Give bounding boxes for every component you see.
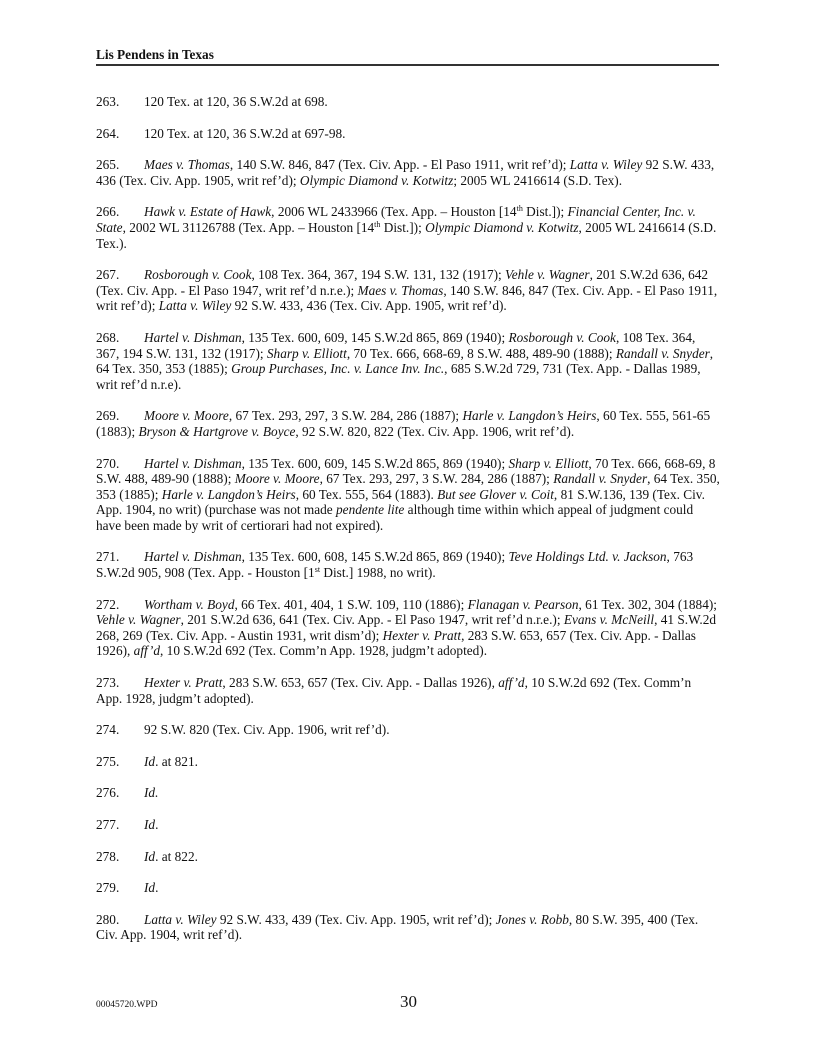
citation-text: , 10 S.W.2d 692 (Tex. Comm’n App. 1928, judgm’t adopted). — [160, 643, 488, 659]
citation-text: , 201 S.W.2d 636, 642 (Tex. Civ. App. - El Paso 1947, writ ref’d n.r.e.); — [96, 267, 709, 298]
case-name: But see Glover v. Coit — [437, 486, 554, 502]
footnote-number: 275. — [96, 753, 120, 769]
footnote-number: 264. — [96, 125, 120, 141]
footnote — [96, 785, 720, 801]
citation-text: 92 S.W. 433, 439 (Tex. Civ. App. 1905, writ ref’d); — [216, 911, 496, 927]
citation-text: . — [155, 817, 159, 832]
case-name: Moore v. Moore — [234, 471, 320, 487]
footnote-number: 279. — [96, 880, 120, 896]
citation-text: , 108 Tex. 364, 367, 194 S.W. 131, 132 (1917); — [251, 267, 506, 283]
footnote — [96, 94, 720, 110]
citation-text: . — [155, 880, 159, 896]
footnote — [96, 880, 720, 896]
footnote — [96, 126, 720, 142]
footnote-number: 280. — [96, 911, 120, 927]
citation-text: , 135 Tex. 600, 609, 145 S.W.2d 865, 869 (1940); — [241, 455, 509, 471]
case-name: Randall v. Snyder — [553, 471, 648, 487]
citation-text: , 67 Tex. 293, 297, 3 S.W. 284, 286 (1887); — [319, 471, 554, 487]
footnote — [96, 817, 720, 833]
case-name: Financial Center, Inc. v. State — [96, 204, 696, 235]
footnote — [96, 597, 720, 659]
citation-text: , 685 S.W.2d 729, 731 (Tex. App. - Dallas 1989, writ ref’d n.r.e). — [96, 361, 701, 392]
case-name: aff’d — [498, 675, 525, 691]
footnote — [96, 408, 720, 439]
footnote — [96, 675, 720, 706]
footnote — [96, 157, 720, 188]
footnote — [96, 912, 720, 943]
citation-text: , 2005 WL 2416614 (S.D. Tex.). — [96, 219, 717, 251]
citation-text: , 763 S.W.2d 905, 908 (Tex. App. - Houston [1 — [96, 549, 694, 581]
citation-text: , 2002 WL 31126788 (Tex. App. – Houston [14 — [122, 219, 375, 235]
case-name: Latta v. Wiley — [144, 911, 217, 927]
case-name: Vehle v. Wagner — [96, 612, 181, 628]
citation-text: , 10 S.W.2d 692 (Tex. Comm’n App. 1928, judgm’t adopted). — [96, 675, 692, 706]
footnote — [96, 722, 720, 738]
citation-text: , 70 Tex. 666, 668-69, 8 S.W. 488, 489-90 (1888); — [346, 345, 616, 361]
case-name: Latta v. Wiley — [569, 157, 643, 173]
case-name: Sharp v. Elliott — [508, 455, 589, 471]
citation-text: , 135 Tex. 600, 609, 145 S.W.2d 865, 869 (1940); — [241, 329, 509, 345]
case-name: Maes v. Thomas — [144, 157, 230, 173]
citation-text: , 70 Tex. 666, 668-69, 8 S.W. 488, 489-90 (1888); — [96, 455, 716, 487]
footnote — [96, 754, 720, 770]
citation-text: , 201 S.W.2d 636, 641 (Tex. Civ. App. - El Paso 1947, writ ref’d n.r.e.); — [180, 612, 564, 628]
case-name: Hartel v. Dishman — [144, 549, 242, 565]
citation-text: , 92 S.W. 820, 822 (Tex. Civ. App. 1906, writ ref’d). — [295, 423, 575, 439]
case-name: Flanagan v. Pearson — [467, 596, 579, 612]
case-name: Hexter v. Pratt — [382, 627, 462, 643]
case-name: Latta v. Wiley — [158, 298, 232, 314]
citation-text: , 60 Tex. 555, 561-65 (1883); — [96, 408, 711, 439]
citation-text: 92 S.W. 820 (Tex. Civ. App. 1906, writ ref’d). — [144, 722, 390, 738]
case-name: Bryson & Hartgrove v. Boyce — [138, 423, 296, 439]
footnote — [96, 849, 720, 865]
citation-text: although time within which appeal of judgment could have been made by writ of certiorari had not expired). — [96, 502, 694, 533]
citation-text: ; 2005 WL 2416614 (S.D. Tex). — [453, 172, 623, 188]
document-title: Lis Pendens in Texas — [96, 47, 214, 62]
case-name: Hartel v. Dishman — [144, 455, 242, 471]
ordinal-suffix: th — [374, 219, 381, 229]
case-name: Id — [144, 880, 156, 896]
footnote — [96, 549, 720, 580]
footnote-number: 274. — [96, 722, 120, 738]
ordinal-suffix: th — [516, 204, 523, 214]
case-name: Rosborough v. Cook — [508, 329, 616, 345]
citation-text: , 64 Tex. 350, 353 (1885); — [96, 471, 720, 502]
citation-text: Dist.]); — [522, 204, 568, 220]
footnote-number: 272. — [96, 596, 120, 612]
citation-text: , 135 Tex. 600, 608, 145 S.W.2d 865, 869 (1940); — [241, 549, 509, 565]
footnote-number: 277. — [96, 817, 120, 832]
case-name: Id — [144, 848, 156, 864]
citation-text: , 41 S.W.2d 268, 269 (Tex. Civ. App. - Austin 1931, writ dism’d); — [96, 612, 717, 643]
case-name: Rosborough v. Cook — [144, 267, 252, 283]
case-name: Evans v. McNeill — [563, 612, 655, 628]
citation-text: . at 821. — [155, 753, 198, 769]
footnote — [96, 330, 720, 392]
citation-text: , 283 S.W. 653, 657 (Tex. Civ. App. - Dallas 1926), — [222, 675, 499, 691]
citation-text: , 66 Tex. 401, 404, 1 S.W. 109, 110 (1886); — [234, 596, 468, 612]
footnote-number: 269. — [96, 408, 120, 424]
citation-text: , 2006 WL 2433966 (Tex. App. – Houston [14 — [271, 204, 517, 220]
citation-text: , 64 Tex. 350, 353 (1885); — [96, 345, 714, 377]
case-name: Id — [144, 817, 156, 832]
citation-text: 120 Tex. at 120, 36 S.W.2d at 698. — [144, 94, 328, 109]
case-name: Randall v. Snyder — [615, 345, 710, 361]
case-name: Olympic Diamond v. Kotwitz — [425, 219, 579, 235]
footnote-number: 265. — [96, 157, 120, 173]
footnote-number: 268. — [96, 329, 120, 345]
case-name: Hexter v. Pratt — [144, 675, 223, 691]
page-number: 30 — [400, 992, 417, 1011]
footnote-number: 270. — [96, 455, 120, 471]
case-name: aff’d — [133, 643, 161, 659]
citation-text: , 283 S.W. 653, 657 (Tex. Civ. App. - Dallas 1926), — [96, 627, 696, 659]
citation-text: 92 S.W. 433, 436 (Tex. Civ. App. 1905, writ ref’d); — [96, 157, 715, 188]
header-rule — [96, 64, 719, 66]
footnote-number: 278. — [96, 848, 120, 864]
case-name: Group Purchases, Inc. v. Lance Inv. Inc. — [231, 361, 445, 377]
case-name: Maes v. Thomas — [357, 282, 444, 298]
case-name: pendente lite — [336, 502, 405, 518]
case-name: Id — [144, 753, 156, 769]
footnote — [96, 267, 720, 314]
case-name: Harle v. Langdon’s Heirs — [161, 486, 296, 502]
citation-text: , 81 S.W.136, 139 (Tex. Civ. App. 1904, no writ) (purchase was not made — [96, 486, 705, 518]
citation-text: , 61 Tex. 302, 304 (1884); — [578, 596, 717, 612]
citation-text: , 60 Tex. 555, 564 (1883). — [295, 486, 438, 502]
citation-text: 120 Tex. at 120, 36 S.W.2d at 697-98. — [144, 125, 346, 141]
case-name: Olympic Diamond v. Kotwitz — [299, 172, 454, 188]
citation-text: . at 822. — [155, 848, 198, 864]
case-name: Sharp v. Elliott — [266, 345, 347, 361]
running-header — [96, 47, 719, 66]
citation-text: , 140 S.W. 846, 847 (Tex. Civ. App. - El Paso 1911, writ ref’d); — [229, 157, 570, 173]
citation-text: Dist.] 1988, no writ). — [320, 565, 436, 581]
case-name: Vehle v. Wagner — [505, 267, 590, 283]
citation-text: , 140 S.W. 846, 847 (Tex. Civ. App. - El Paso 1911, writ ref’d); — [96, 282, 718, 314]
citation-text: , 80 S.W. 395, 400 (Tex. Civ. App. 1904, writ ref’d). — [96, 911, 699, 943]
citation-text: Dist.]); — [380, 219, 426, 235]
case-name: Moore v. Moore — [144, 408, 229, 424]
case-name: Hartel v. Dishman — [144, 329, 242, 345]
file-identifier: 00045720.WPD — [96, 1000, 158, 1010]
case-name: Hawk v. Estate of Hawk — [144, 204, 272, 220]
citation-text: , 67 Tex. 293, 297, 3 S.W. 284, 286 (1887); — [228, 408, 463, 424]
footnote — [96, 456, 720, 534]
case-name: Teve Holdings Ltd. v. Jackson — [508, 549, 667, 565]
case-name: Wortham v. Boyd — [144, 596, 235, 612]
footnote-number: 263. — [96, 94, 120, 109]
case-name: Jones v. Robb — [495, 911, 569, 927]
footnote — [96, 204, 720, 251]
footnote-number: 276. — [96, 785, 120, 801]
footnote-number: 273. — [96, 675, 120, 691]
case-name: Harle v. Langdon’s Heirs — [462, 408, 597, 424]
footnote-number: 271. — [96, 549, 120, 565]
footnote-number: 266. — [96, 204, 120, 220]
page-footer — [96, 992, 720, 1016]
citation-text: 92 S.W. 433, 436 (Tex. Civ. App. 1905, writ ref’d). — [231, 298, 507, 314]
footnote-list — [96, 94, 720, 959]
citation-text: , 108 Tex. 364, 367, 194 S.W. 131, 132 (1917); — [96, 329, 696, 361]
footnote-number: 267. — [96, 267, 120, 283]
case-name: Id. — [144, 785, 159, 801]
ordinal-suffix: st — [314, 565, 321, 575]
